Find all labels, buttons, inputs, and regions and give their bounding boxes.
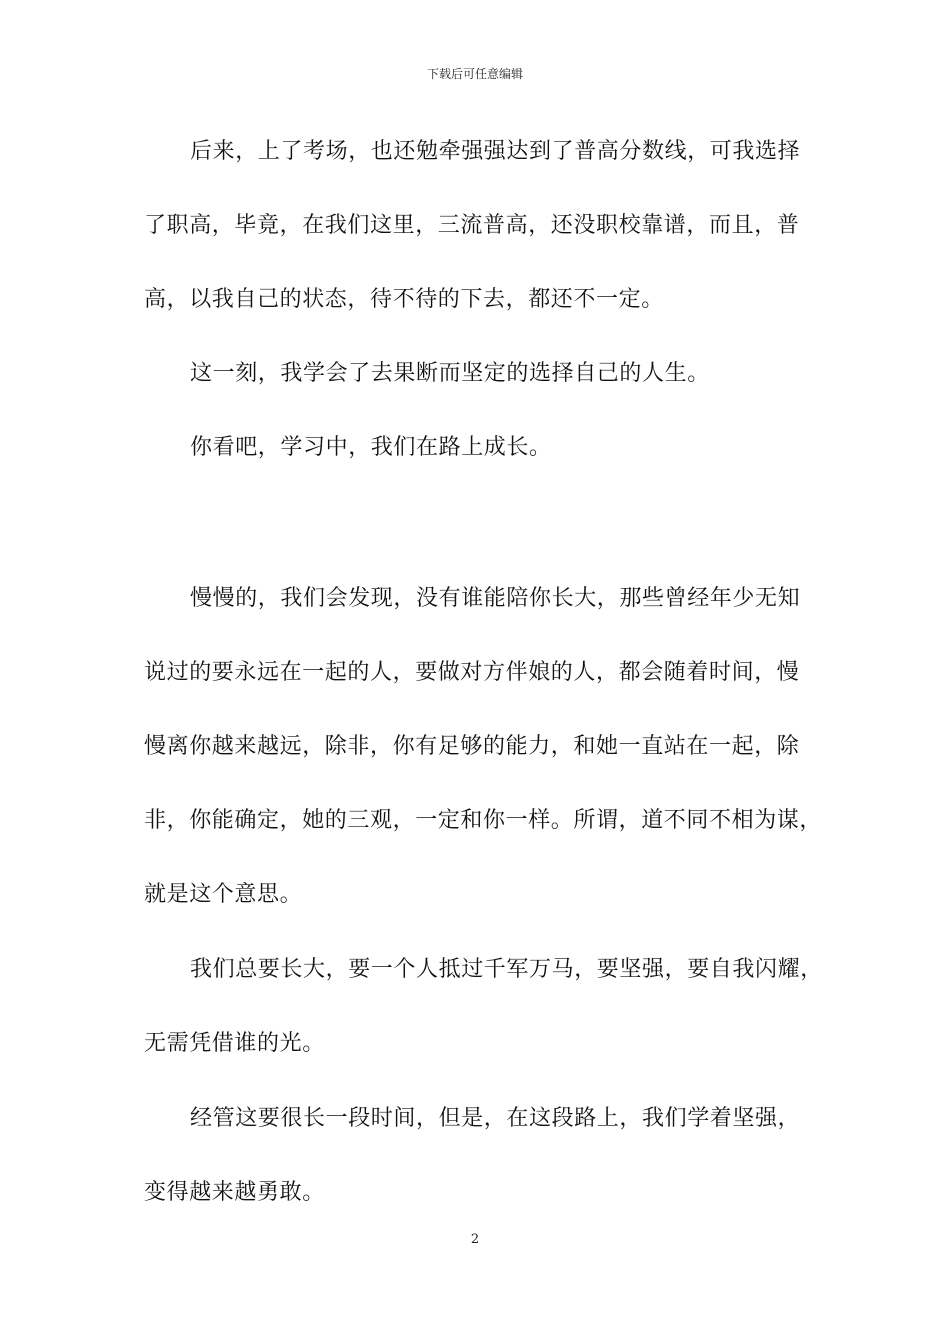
- text-line: 变得越来越勇敢。: [144, 1180, 325, 1205]
- text-line: 非，你能确定，她的三观，一定和你一样。所谓，道不同不相为谋，: [144, 808, 823, 833]
- text-line: 后来，上了考场，也还勉牵强强达到了普高分数线，可我选择: [190, 139, 801, 164]
- text-line: 高，以我自己的状态，待不待的下去，都还不一定。: [144, 287, 664, 312]
- text-line: 说过的要永远在一起的人，要做对方伴娘的人，都会随着时间，慢: [144, 660, 800, 685]
- text-line: 你看吧，学习中，我们在路上成长。: [190, 435, 552, 460]
- text-line: 无需凭借谁的光。: [144, 1031, 325, 1056]
- text-line: 慢离你越来越远，除非，你有足够的能力，和她一直站在一起，除: [144, 734, 800, 759]
- text-line: 我们总要长大，要一个人抵过千军万马，要坚强，要自我闪耀，: [190, 957, 823, 982]
- text-line: 这一刻，我学会了去果断而坚定的选择自己的人生。: [190, 361, 710, 386]
- page-number: 2: [470, 1232, 480, 1247]
- text-line: 慢慢的，我们会发现，没有谁能陪你长大，那些曾经年少无知: [190, 586, 801, 611]
- text-line: 经管这要很长一段时间，但是，在这段路上，我们学着坚强，: [190, 1106, 801, 1131]
- page-header: 下载后可任意编辑: [426, 67, 523, 81]
- text-line: 就是这个意思。: [144, 882, 303, 907]
- text-line: 了职高，毕竟，在我们这里，三流普高，还没职校靠谱，而且，普: [144, 213, 800, 238]
